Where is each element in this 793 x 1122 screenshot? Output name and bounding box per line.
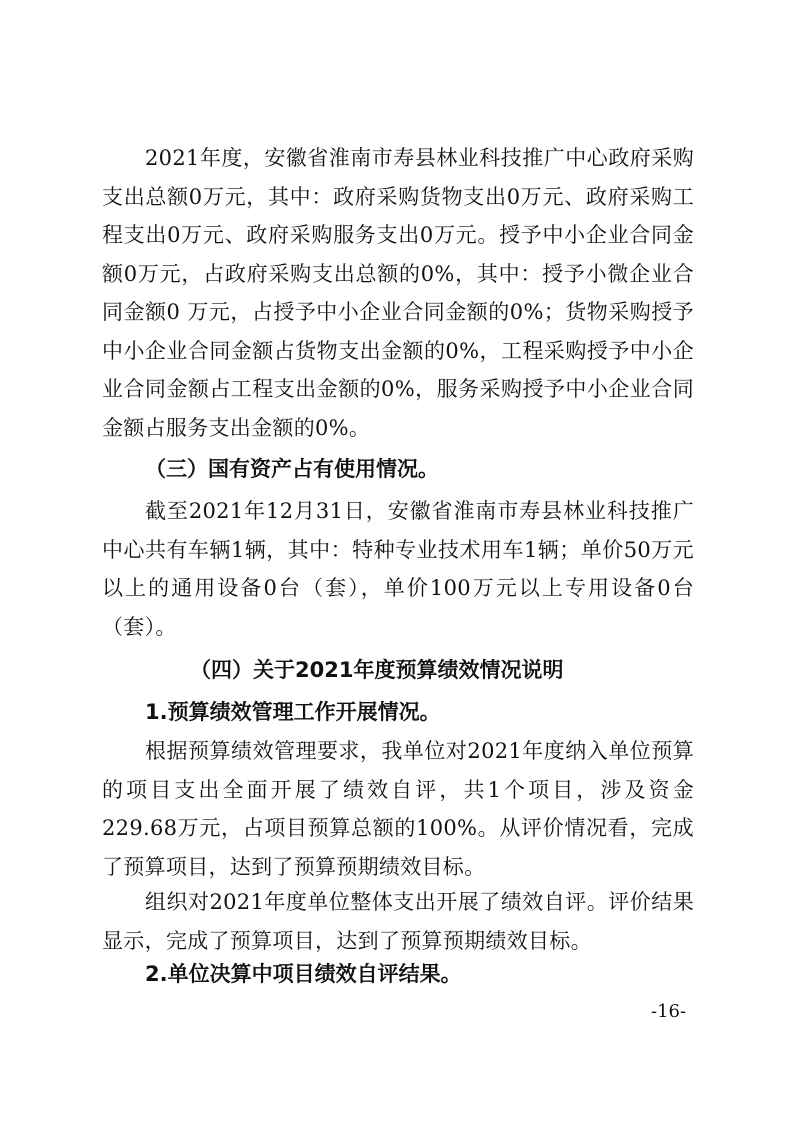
section-heading-budget-performance: （四）关于2021年度预算绩效情况说明 <box>190 658 564 682</box>
section-heading-state-assets: （三）国有资产占有使用情况。 <box>145 457 439 481</box>
paragraph-overall-evaluation: 组织对2021年度单位整体支出开展了绩效自评。评价结果显示，完成了预算项目，达到了预算预期绩效目标。 <box>102 890 694 953</box>
paragraph-performance-management: 根据预算绩效管理要求，我单位对2021年度纳入单位预算的项目支出全面开展了绩效自评，共1个项目，涉及资金229.68万元，占项目预算总额的100%。从评价情况看，完成了预算项目，达到了预算预期绩效目标。 <box>102 739 694 879</box>
subheading-performance-management: 1.预算绩效管理工作开展情况。 <box>145 700 441 724</box>
subheading-project-self-evaluation: 2.单位决算中项目绩效自评结果。 <box>145 962 462 986</box>
paragraph-state-assets: 截至2021年12月31日，安徽省淮南市寿县林业科技推广中心共有车辆1辆，其中：特种专业技术用车1辆；单价50万元以上的通用设备0台（套），单价100万元以上专用设备0台（套）。 <box>102 499 694 639</box>
paragraph-government-procurement: 2021年度，安徽省淮南市寿县林业科技推广中心政府采购支出总额0万元，其中：政府采购货物支出0万元、政府采购工程支出0万元、政府采购服务支出0万元。授予中小企业合同金额0万元，占政府采购支出总额的0%，其中：授予小微企业合同金额0 万元，占授予中小企业合同金额的0%；货物采购授予中小企业合同金额占货物支出金额的0%，工程采购授予中小企业合同金额占工程支出金额的0%，服务采购授予中小企业合同金额占服务支出金额的0%。 <box>102 146 694 440</box>
page-number: -16- <box>651 1001 687 1022</box>
